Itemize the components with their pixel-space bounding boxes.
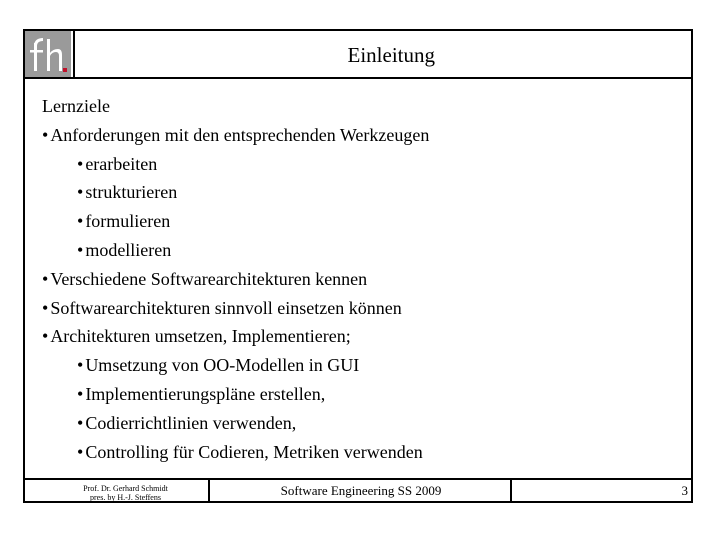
sub-bullet-item xyxy=(42,178,682,207)
sub-bullet-item xyxy=(42,150,682,179)
page-number: 3 xyxy=(681,483,688,498)
footer-author xyxy=(58,484,193,502)
footer-divider xyxy=(208,480,210,502)
bullet-icon: • xyxy=(77,239,84,260)
bullet-icon: • xyxy=(77,412,84,433)
bullet-icon: • xyxy=(77,211,84,232)
slide-title: Einleitung xyxy=(347,43,435,67)
footer-top-border xyxy=(23,478,693,480)
bullet-icon: • xyxy=(77,355,84,376)
sub-bullet-item xyxy=(42,236,682,265)
bullet-text: erarbeiten xyxy=(85,153,158,174)
author-name: Prof. Dr. Gerhard Schmidt xyxy=(83,484,168,493)
bullet-icon: • xyxy=(77,383,84,404)
bullet-item xyxy=(42,121,682,150)
bullet-text: Controlling für Codieren, Metriken verwenden xyxy=(85,441,423,462)
bullet-icon: • xyxy=(77,153,84,174)
bullet-text: modellieren xyxy=(85,239,172,260)
bullet-item xyxy=(42,265,682,294)
bullet-text: Codierrichtlinien verwenden, xyxy=(85,412,297,433)
bullet-text: Implementierungspläne erstellen, xyxy=(85,383,326,404)
bullet-icon: • xyxy=(42,268,49,289)
sub-bullet-item xyxy=(42,207,682,236)
bullet-text: Verschiedene Softwarearchitekturen kennen xyxy=(50,268,368,289)
fh-logo xyxy=(25,31,71,77)
heading-text: Lernziele xyxy=(42,96,110,116)
bullet-text: formulieren xyxy=(85,211,171,232)
sub-bullet-item xyxy=(42,351,682,380)
bullet-text: Architekturen umsetzen, Implementieren; xyxy=(50,326,351,347)
bullet-text: Anforderungen mit den entsprechenden Werkzeugen xyxy=(50,124,430,145)
sub-bullet-item xyxy=(42,380,682,409)
footer-course: Software Engineering SS 2009 xyxy=(280,483,442,498)
sub-bullet-item xyxy=(42,438,682,467)
bullet-text: strukturieren xyxy=(85,182,178,203)
bullet-icon: • xyxy=(42,326,49,347)
bullet-item xyxy=(42,294,682,323)
slide-content xyxy=(42,92,682,466)
bullet-item xyxy=(42,322,682,351)
bullet-text: Softwarearchitekturen sinnvoll einsetzen können xyxy=(50,297,402,318)
bullet-text: Umsetzung von OO-Modellen in GUI xyxy=(85,355,360,376)
presenter-name: pres. by H.-J. Steffens xyxy=(90,493,161,502)
bullet-icon: • xyxy=(42,124,49,145)
bullet-icon: • xyxy=(42,297,49,318)
fh-logo-icon xyxy=(25,31,71,77)
heading-line xyxy=(42,92,682,121)
bullet-icon: • xyxy=(77,441,84,462)
bullet-icon: • xyxy=(77,182,84,203)
sub-bullet-item xyxy=(42,409,682,438)
